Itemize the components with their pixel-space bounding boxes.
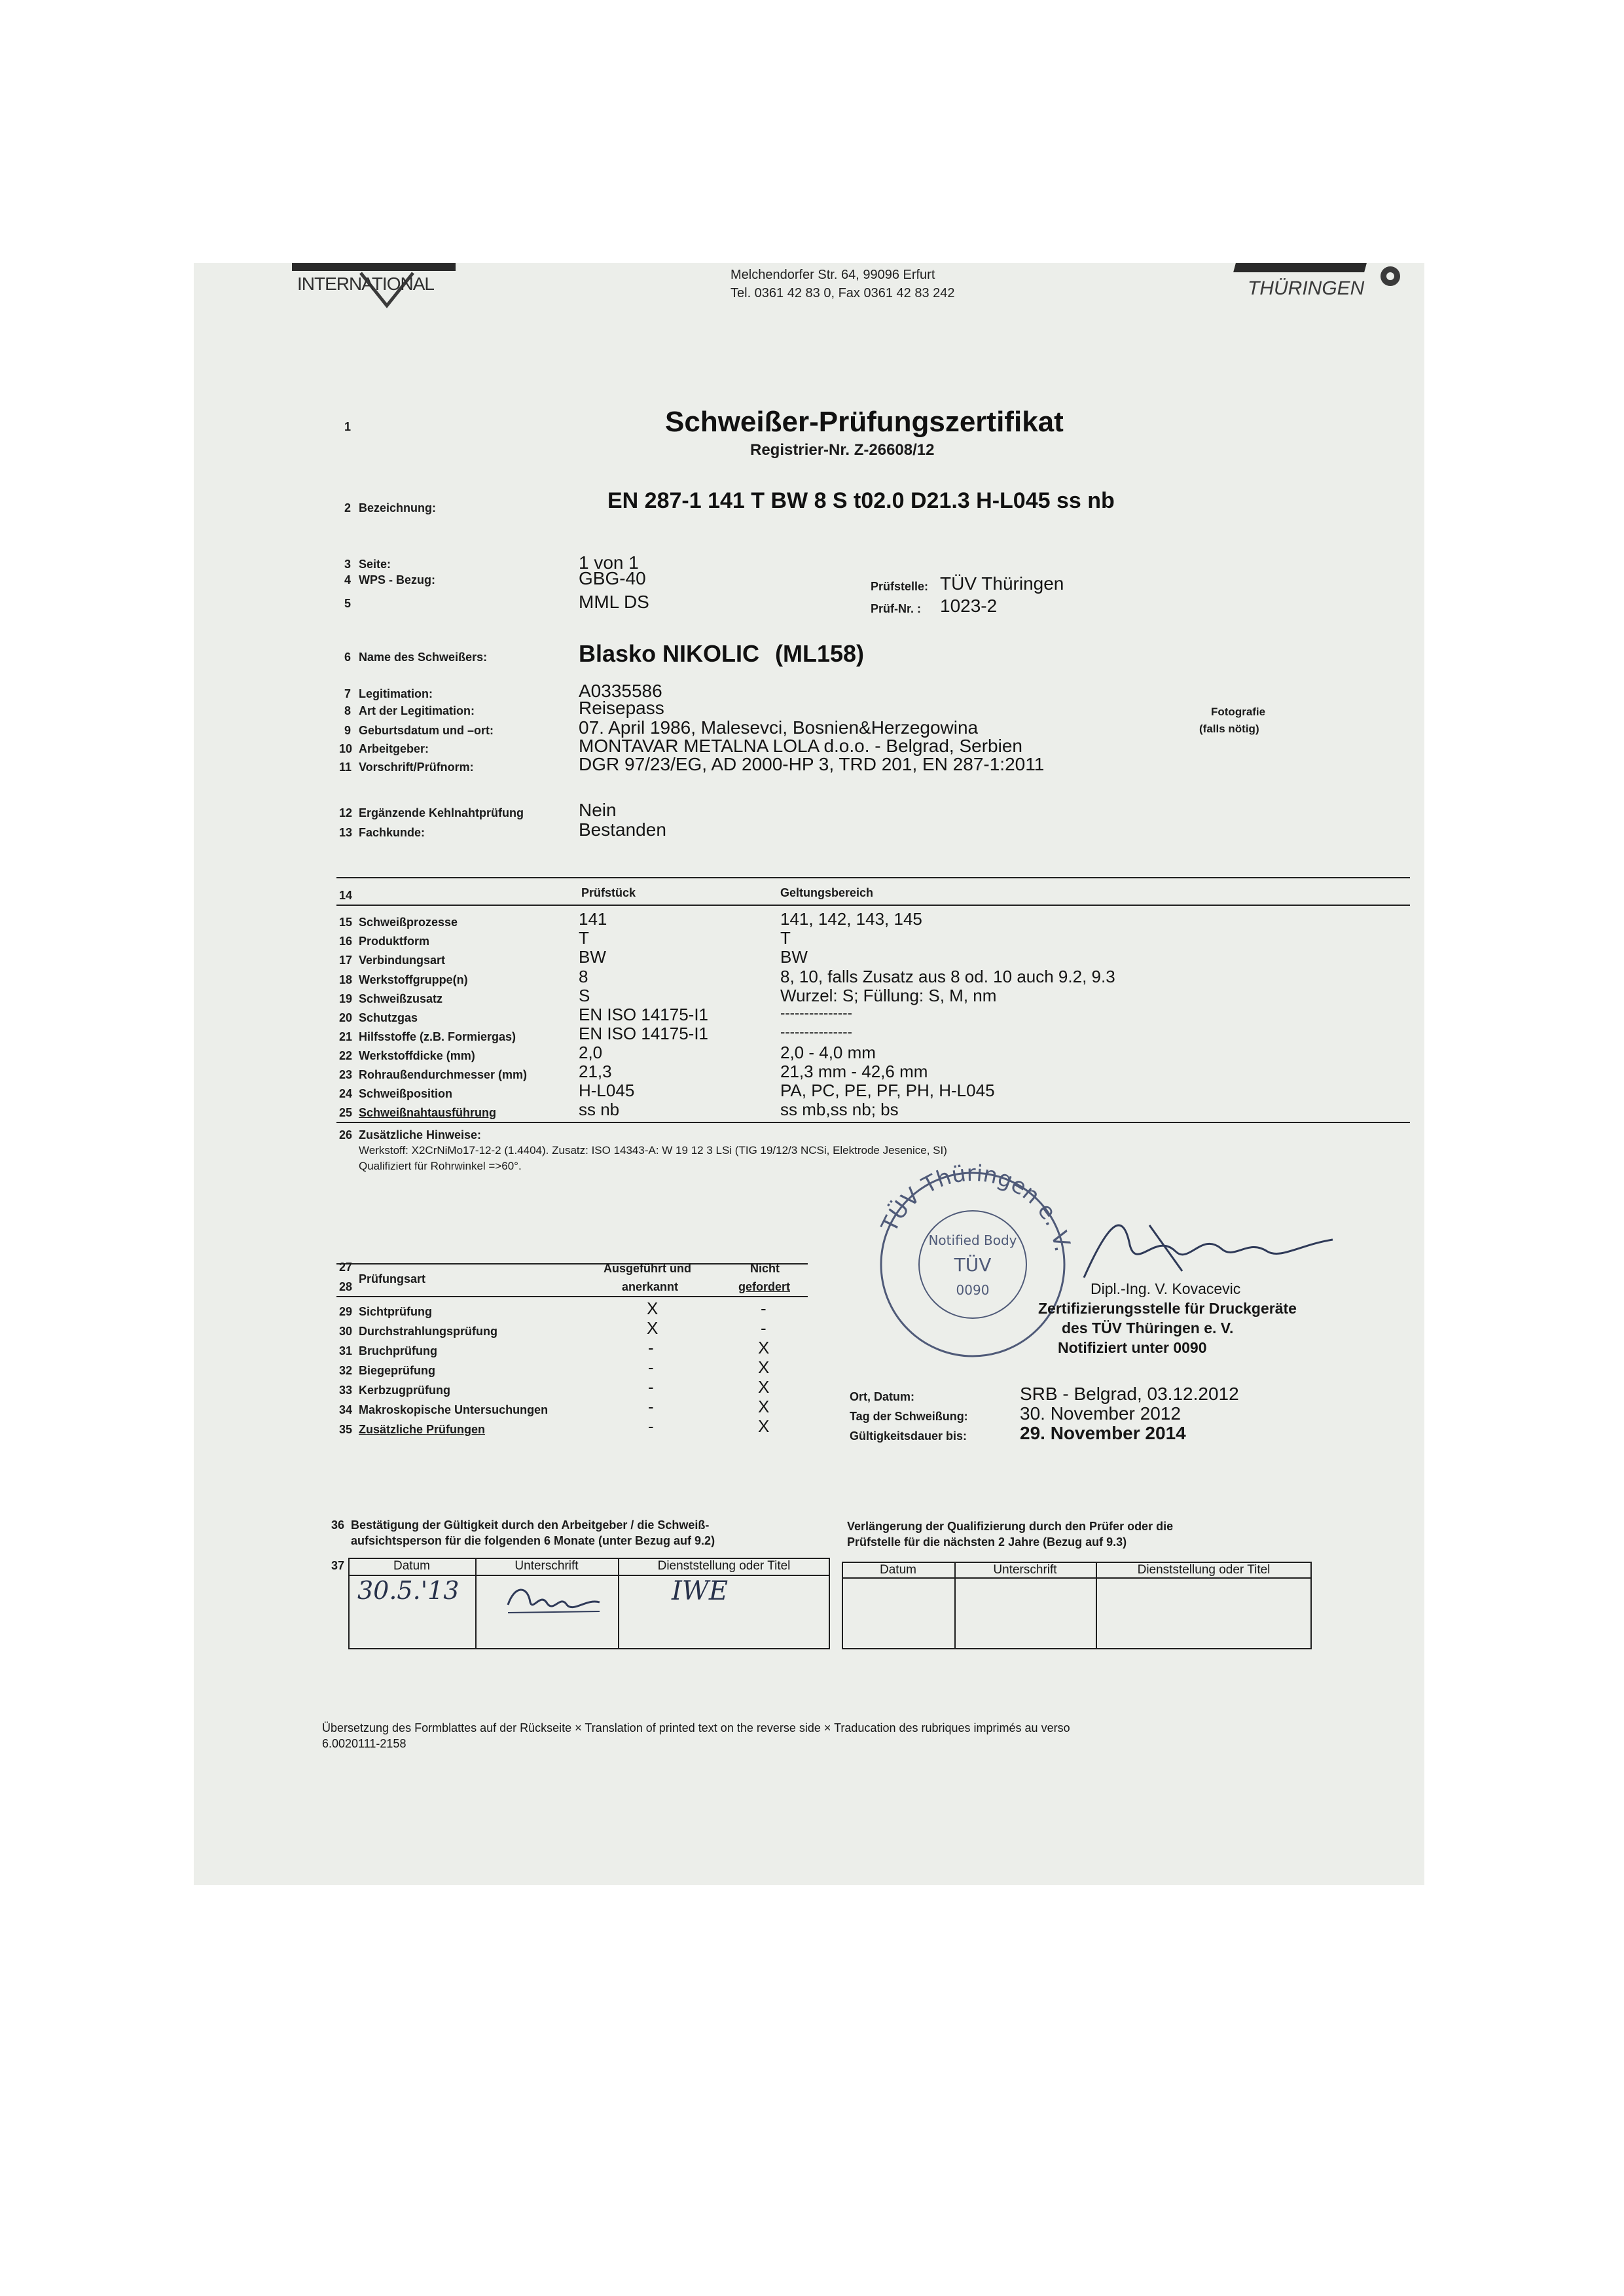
row-number-32: 32: [339, 1364, 353, 1377]
param-geltung-value: 21,3 mm - 42,6 mm: [780, 1062, 928, 1081]
logo-left-text: INTERNATIONAL: [297, 274, 434, 294]
hinweise-line-1: Werkstoff: X2CrNiMo17-12-2 (1.4404). Zusatz: ISO 14343-A: W 19 12 3 LSi (TIG 19/12/3 NCSi, Elektrode Jesenice, SI): [359, 1144, 947, 1157]
stamp-inner-top: Notified Body: [928, 1232, 1017, 1248]
tuv-emblem-icon: [1379, 264, 1402, 288]
test-performed-mark: X: [647, 1299, 659, 1318]
employer-value: MONTAVAR METALNA LOLA d.o.o. - Belgrad, Serbien: [579, 736, 1022, 756]
pruef-nr-value: 1023-2: [940, 596, 998, 616]
left-logo: [292, 263, 462, 318]
test-label: Makroskopische Untersuchungen: [359, 1403, 549, 1416]
address-line-1: Melchendorfer Str. 64, 99096 Erfurt: [731, 268, 935, 282]
row-number-10: 10: [339, 742, 353, 755]
stamp-inner-mid: TÜV: [954, 1254, 992, 1276]
test-performed-mark: -: [648, 1338, 654, 1357]
examiner-line-3: des TÜV Thüringen e. V.: [1062, 1319, 1234, 1336]
standard-label: Vorschrift/Prüfnorm:: [359, 761, 474, 774]
tests-top-line: [336, 1263, 808, 1265]
row-number-35: 35: [339, 1423, 353, 1436]
seite-label: Seite:: [359, 558, 391, 571]
stamp-inner-bottom: 0090: [956, 1282, 990, 1298]
legitimation-value: A0335586: [579, 681, 662, 701]
tag-schweissung-label: Tag der Schweißung:: [850, 1410, 968, 1423]
right-logo: [1235, 263, 1405, 315]
header-address: [731, 266, 955, 302]
birth-label: Geburtsdatum und –ort:: [359, 724, 494, 737]
pruef-nr-label: Prüf-Nr. :: [871, 602, 922, 615]
param-geltung-value: 141, 142, 143, 145: [780, 909, 922, 929]
param-pruef-value: 8: [579, 967, 588, 986]
row-number-29: 29: [339, 1305, 353, 1318]
table-header-line: [336, 905, 1410, 906]
param-label: Hilfsstoffe (z.B. Formiergas): [359, 1030, 516, 1043]
page-title: Schweißer-Prüfungszertifikat: [665, 406, 1064, 438]
row-number-3: 3: [344, 558, 352, 571]
row-number-16: 16: [339, 935, 353, 948]
param-pruef-value: S: [579, 986, 590, 1005]
tag-schweissung-value: 30. November 2012: [1020, 1403, 1181, 1424]
param-label: Schweißposition: [359, 1087, 453, 1100]
welder-name-value: Blasko NIKOLIC: [579, 640, 760, 667]
examiner-line-4: Notifiziert unter 0090: [1058, 1339, 1207, 1356]
test-performed-mark: X: [647, 1318, 659, 1338]
row-number-24: 24: [339, 1087, 353, 1100]
stamp-outer-text: TÜV Thüringen e. V.: [876, 1160, 1076, 1254]
param-geltung-value: PA, PC, PE, PF, PH, H-L045: [780, 1081, 995, 1100]
test-performed-mark: -: [648, 1357, 654, 1377]
row-number-37: 37: [331, 1559, 345, 1572]
test-not-required-mark: -: [761, 1299, 767, 1318]
row-number-33: 33: [339, 1384, 353, 1397]
footer-form-number: 6.0020111-2158: [322, 1737, 406, 1750]
gueltigkeit-value: 29. November 2014: [1020, 1423, 1186, 1443]
row-number-2: 2: [344, 501, 352, 514]
left-col-datum: Datum: [393, 1559, 430, 1573]
param-pruef-value: H-L045: [579, 1081, 635, 1100]
examiner-line-2: Zertifizierungsstelle für Druckgeräte: [1038, 1300, 1297, 1317]
confirmation-left-2: aufsichtsperson für die folgenden 6 Monate (unter Bezug auf 9.2): [351, 1534, 715, 1547]
pruefstelle-label: Prüfstelle:: [871, 580, 929, 593]
seite-value: 1 von 1: [579, 552, 639, 573]
registrier-number: Registrier-Nr. Z-26608/12: [750, 441, 935, 459]
examiner-block: [1038, 1279, 1297, 1357]
welder-code: (ML158): [775, 640, 865, 667]
table-bottom-line: [336, 1122, 1410, 1123]
examiner-signature: [1071, 1206, 1346, 1291]
welder-name-label: Name des Schweißers:: [359, 651, 488, 664]
fachkunde-value: Bestanden: [579, 819, 666, 840]
test-performed-mark: -: [648, 1377, 654, 1397]
row-number-36: 36: [331, 1518, 345, 1532]
param-label: Schweißprozesse: [359, 916, 458, 929]
col-ausgefuehrt-2: anerkannt: [622, 1280, 679, 1293]
hinweise-label: Zusätzliche Hinweise:: [359, 1128, 482, 1141]
test-not-required-mark: X: [758, 1357, 770, 1377]
test-label: Sichtprüfung: [359, 1305, 432, 1318]
param-pruef-value: 2,0: [579, 1043, 603, 1062]
row-number-21: 21: [339, 1030, 353, 1043]
test-label: Bruchprüfung: [359, 1344, 437, 1357]
confirmation-right-2: Prüfstelle für die nächsten 2 Jahre (Bezug auf 9.3): [847, 1535, 1127, 1549]
row-number-7: 7: [344, 687, 352, 700]
param-pruef-value: BW: [579, 947, 606, 967]
row-number-6: 6: [344, 651, 352, 664]
test-label: Biegeprüfung: [359, 1364, 435, 1377]
param-geltung-value: BW: [780, 947, 808, 967]
right-col-unterschrift: Unterschrift: [993, 1563, 1057, 1577]
pruefstelle-value: TÜV Thüringen: [940, 573, 1064, 594]
validation-right-header-line: [842, 1577, 1312, 1579]
gueltigkeit-label: Gültigkeitsdauer bis:: [850, 1429, 967, 1443]
row-number-14: 14: [339, 889, 353, 902]
tests-header-line: [336, 1296, 808, 1297]
table-top-line: [336, 877, 1410, 878]
test-not-required-mark: X: [758, 1338, 770, 1357]
param-geltung-value: T: [780, 928, 791, 948]
row-5-value: MML DS: [579, 592, 649, 612]
logo-right-text: THÜRINGEN: [1248, 278, 1365, 299]
row-number-18: 18: [339, 973, 353, 986]
birth-value: 07. April 1986, Malesevci, Bosnien&Herzegowina: [579, 717, 979, 738]
ort-datum-value: SRB - Belgrad, 03.12.2012: [1020, 1384, 1239, 1404]
row-number-31: 31: [339, 1344, 353, 1357]
test-not-required-mark: X: [758, 1377, 770, 1397]
row-number-27: 27: [339, 1261, 353, 1274]
row-number-15: 15: [339, 916, 353, 929]
param-pruef-value: 141: [579, 909, 607, 929]
certificate-sheet: [194, 263, 1424, 1885]
row-number-26: 26: [339, 1128, 353, 1141]
row-number-11: 11: [339, 761, 352, 774]
ort-datum-label: Ort, Datum:: [850, 1390, 914, 1403]
col-header-geltung: Geltungsbereich: [780, 886, 874, 899]
kehlnaht-value: Nein: [579, 800, 617, 820]
confirmation-left-1: Bestätigung der Gültigkeit durch den Arbeitgeber / die Schweiß-: [351, 1518, 710, 1532]
row-number-19: 19: [339, 992, 353, 1005]
param-label: Werkstoffgruppe(n): [359, 973, 468, 986]
test-label: Kerbzugprüfung: [359, 1384, 450, 1397]
row-number-23: 23: [339, 1068, 353, 1081]
row-number-13: 13: [339, 826, 353, 839]
row-number-20: 20: [339, 1011, 353, 1024]
wps-label: WPS - Bezug:: [359, 573, 435, 586]
kehlnaht-label: Ergänzende Kehlnahtprüfung: [359, 806, 524, 819]
row-number-4: 4: [344, 573, 352, 586]
test-performed-mark: -: [648, 1416, 654, 1436]
row-number-28: 28: [339, 1280, 353, 1293]
logo-bar-right: [1233, 263, 1367, 272]
param-pruef-value: T: [579, 928, 589, 948]
param-geltung-value: ss mb,ss nb; bs: [780, 1100, 899, 1119]
test-not-required-mark: X: [758, 1397, 770, 1416]
param-geltung-value: Wurzel: S; Füllung: S, M, nm: [780, 986, 997, 1005]
param-label: Rohraußendurchmesser (mm): [359, 1068, 528, 1081]
row-number-5: 5: [344, 597, 352, 610]
photo-note: (falls nötig): [1199, 723, 1259, 735]
bezeichnung-label: Bezeichnung:: [359, 501, 437, 514]
legitimation-label: Legitimation:: [359, 687, 433, 700]
bezeichnung-value: EN 287-1 141 T BW 8 S t02.0 D21.3 H-L045 ss nb: [607, 488, 1115, 513]
row-number-22: 22: [339, 1049, 353, 1062]
fachkunde-label: Fachkunde:: [359, 826, 425, 839]
param-label: Schweißnahtausführung: [359, 1106, 497, 1119]
test-performed-mark: -: [648, 1397, 654, 1416]
param-pruef-value: EN ISO 14175-I1: [579, 1005, 708, 1024]
legitimation-type-label: Art der Legitimation:: [359, 704, 475, 717]
row-number-25: 25: [339, 1106, 353, 1119]
param-label: Schutzgas: [359, 1011, 418, 1024]
row-number-12: 12: [339, 806, 353, 819]
employer-label: Arbeitgeber:: [359, 742, 429, 755]
param-geltung-value: 8, 10, falls Zusatz aus 8 od. 10 auch 9.2, 9.3: [780, 967, 1115, 986]
address-line-2: Tel. 0361 42 83 0, Fax 0361 42 83 242: [731, 286, 955, 300]
handwritten-date[interactable]: 30.5.'13: [357, 1576, 460, 1605]
pruefungsart-label: Prüfungsart: [359, 1272, 426, 1285]
param-label: Verbindungsart: [359, 954, 446, 967]
col-nicht-1: Nicht: [750, 1262, 780, 1275]
handwritten-title[interactable]: IWE: [672, 1576, 729, 1606]
legitimation-type-value: Reisepass: [579, 698, 664, 718]
col-nicht-2: gefordert: [738, 1280, 791, 1293]
wps-value: GBG-40: [579, 568, 646, 588]
confirmation-right-1: Verlängerung der Qualifizierung durch den Prüfer oder die: [847, 1520, 1174, 1533]
param-label: Werkstoffdicke (mm): [359, 1049, 475, 1062]
hinweise-line-2: Qualifiziert für Rohrwinkel =>60°.: [359, 1160, 522, 1172]
param-pruef-value: 21,3: [579, 1062, 612, 1081]
row-number-30: 30: [339, 1325, 353, 1338]
left-col-dienst: Dienststellung oder Titel: [657, 1559, 791, 1573]
test-not-required-mark: X: [758, 1416, 770, 1436]
footer-translation-note: Übersetzung des Formblattes auf der Rückseite × Translation of printed text on the reverse side × Traducation des rubriques imprimés au verso: [322, 1721, 1070, 1734]
col-header-pruefstueck: Prüfstück: [581, 886, 636, 899]
examiner-name: Dipl.-Ing. V. Kovacevic: [1091, 1280, 1241, 1297]
test-not-required-mark: -: [761, 1318, 767, 1338]
param-pruef-value: ss nb: [579, 1100, 620, 1119]
handwritten-signature[interactable]: [501, 1579, 606, 1618]
row-number-17: 17: [339, 954, 353, 967]
right-col-datum: Datum: [880, 1563, 916, 1577]
row-number-34: 34: [339, 1403, 353, 1416]
row-number-8: 8: [344, 704, 352, 717]
row-number-1: 1: [344, 420, 352, 433]
param-label: Produktform: [359, 935, 429, 948]
standard-value: DGR 97/23/EG, AD 2000-HP 3, TRD 201, EN 287-1:2011: [579, 754, 1045, 774]
test-label: Durchstrahlungsprüfung: [359, 1325, 497, 1338]
test-label: Zusätzliche Prüfungen: [359, 1423, 486, 1436]
param-pruef-value: EN ISO 14175-I1: [579, 1024, 708, 1043]
param-geltung-value: ---------------: [780, 1024, 852, 1040]
param-label: Schweißzusatz: [359, 992, 443, 1005]
row-number-9: 9: [344, 724, 352, 737]
param-geltung-value: 2,0 - 4,0 mm: [780, 1043, 876, 1062]
param-geltung-value: ---------------: [780, 1005, 852, 1021]
col-ausgefuehrt-1: Ausgeführt und: [604, 1262, 691, 1275]
photo-label: Fotografie: [1211, 706, 1266, 718]
right-col-dienst: Dienststellung oder Titel: [1137, 1563, 1271, 1577]
left-col-unterschrift: Unterschrift: [514, 1559, 579, 1573]
